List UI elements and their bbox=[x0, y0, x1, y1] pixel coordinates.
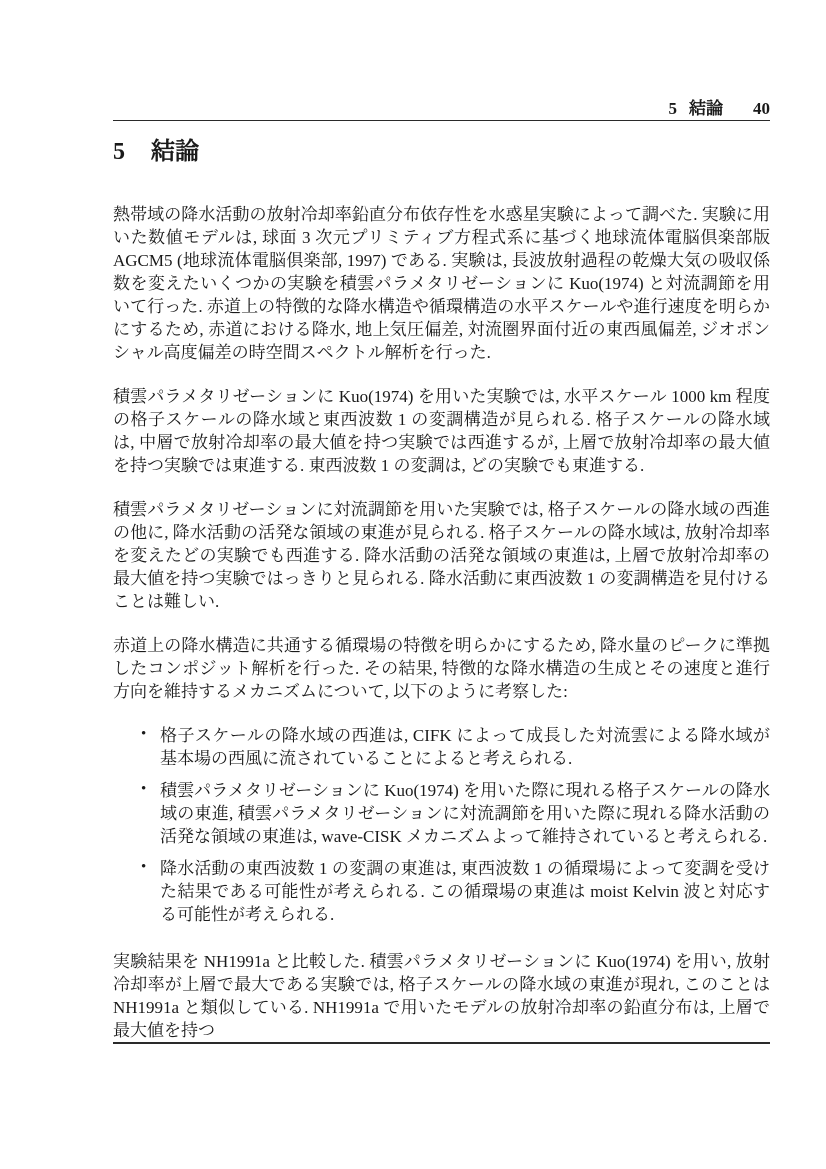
header-page-number: 40 bbox=[753, 99, 770, 118]
list-item bbox=[141, 857, 770, 926]
paragraph-kuo-experiment: 積雲パラメタリゼーションに Kuo(1974) を用いた実験では, 水平スケール 1000 km 程度の格子スケールの降水域と東西波数 1 の変調構造が見られる. 格子スケールの降水域は, 中層で放射冷却率の最大値を持つ実験では西進するが, 上層で放射冷却率の最大値を持つ実験では東進する. 東西波数 1 の変調は, どの実験でも東進する. bbox=[113, 387, 770, 475]
paragraph-composite-analysis: 赤道上の降水構造に共通する循環場の特徴を明らかにするため, 降水量のピークに準拠したコンポジット解析を行った. その結果, 特徴的な降水構造の生成とその速度と進行方向を維持するメカニズムについて, 以下のように考察した: bbox=[113, 636, 770, 701]
footer-rule bbox=[113, 1042, 770, 1044]
list-item bbox=[141, 724, 770, 770]
conclusion-bullet-list bbox=[113, 724, 770, 926]
section-heading bbox=[113, 137, 199, 167]
header-section-title: 結論 bbox=[689, 99, 723, 118]
list-item-text: 積雲パラメタリゼーションに Kuo(1974) を用いた際に現れる格子スケールの降水域の東進, 積雲パラメタリゼーションに対流調節を用いた際に現れる降水活動の活発な領域の東進は, wave-CISK メカニズムよって維持されていると考えられる. bbox=[160, 781, 770, 846]
section-number: 5 bbox=[113, 139, 125, 165]
header-section-number: 5 bbox=[668, 99, 677, 118]
header-rule bbox=[113, 120, 770, 121]
paragraph-convective-adjustment-experiment: 積雲パラメタリゼーションに対流調節を用いた実験では, 格子スケールの降水域の西進の他に, 降水活動の活発な領域の東進が見られる. 格子スケールの降水域は, 放射冷却率を変えたどの実験でも西進する. 降水活動の活発な領域の東進は, 上層で放射冷却率の最大値を持つ実験ではっきりと見られる. 降水活動に東西波数 1 の変調構造を見付けることは難しい. bbox=[113, 500, 770, 611]
running-header bbox=[113, 94, 770, 119]
bullet-icon: • bbox=[141, 859, 147, 875]
list-item-text: 降水活動の東西波数 1 の変調の東進は, 東西波数 1 の循環場によって変調を受けた結果である可能性が考えられる. この循環場の東進は moist Kelvin 波と対応する可能性が考えられる. bbox=[160, 859, 770, 924]
bullet-icon: • bbox=[141, 781, 147, 797]
list-item bbox=[141, 779, 770, 848]
list-item-text: 格子スケールの降水域の西進は, CIFK によって成長した対流雲による降水域が基本場の西風に流されていることによると考えられる. bbox=[160, 726, 770, 768]
body-text bbox=[113, 203, 770, 1063]
header-section-heading bbox=[669, 94, 724, 119]
section-title: 結論 bbox=[151, 138, 199, 165]
paragraph-comparison-nh1991a: 実験結果を NH1991a と比較した. 積雲パラメタリゼーションに Kuo(1974) を用い, 放射冷却率が上層で最大である実験では, 格子スケールの降水域の東進が現れ, このことは NH1991a と類似している. NH1991a で用いたモデルの放射冷却率の鉛直分布は, 上層で最大値を持つ bbox=[113, 952, 770, 1040]
bullet-icon: • bbox=[141, 726, 147, 742]
paragraph-introduction: 熱帯域の降水活動の放射冷却率鉛直分布依存性を水惑星実験によって調べた. 実験に用いた数値モデルは, 球面 3 次元プリミティブ方程式系に基づく地球流体電脳倶楽部版 AGCM5 (地球流体電脳倶楽部, 1997) である. 実験は, 長波放射過程の乾燥大気の吸収係数を変えたいくつかの実験を積雲パラメタリゼーションに Kuo(1974) と対流調節を用いて行った. 赤道上の特徴的な降水構造や循環構造の水平スケールや進行速度を明らかにするため, 赤道における降水, 地上気圧偏差, 対流圏界面付近の東西風偏差, ジオポンシャル高度偏差の時空間スペクトル解析を行った. bbox=[113, 205, 770, 362]
